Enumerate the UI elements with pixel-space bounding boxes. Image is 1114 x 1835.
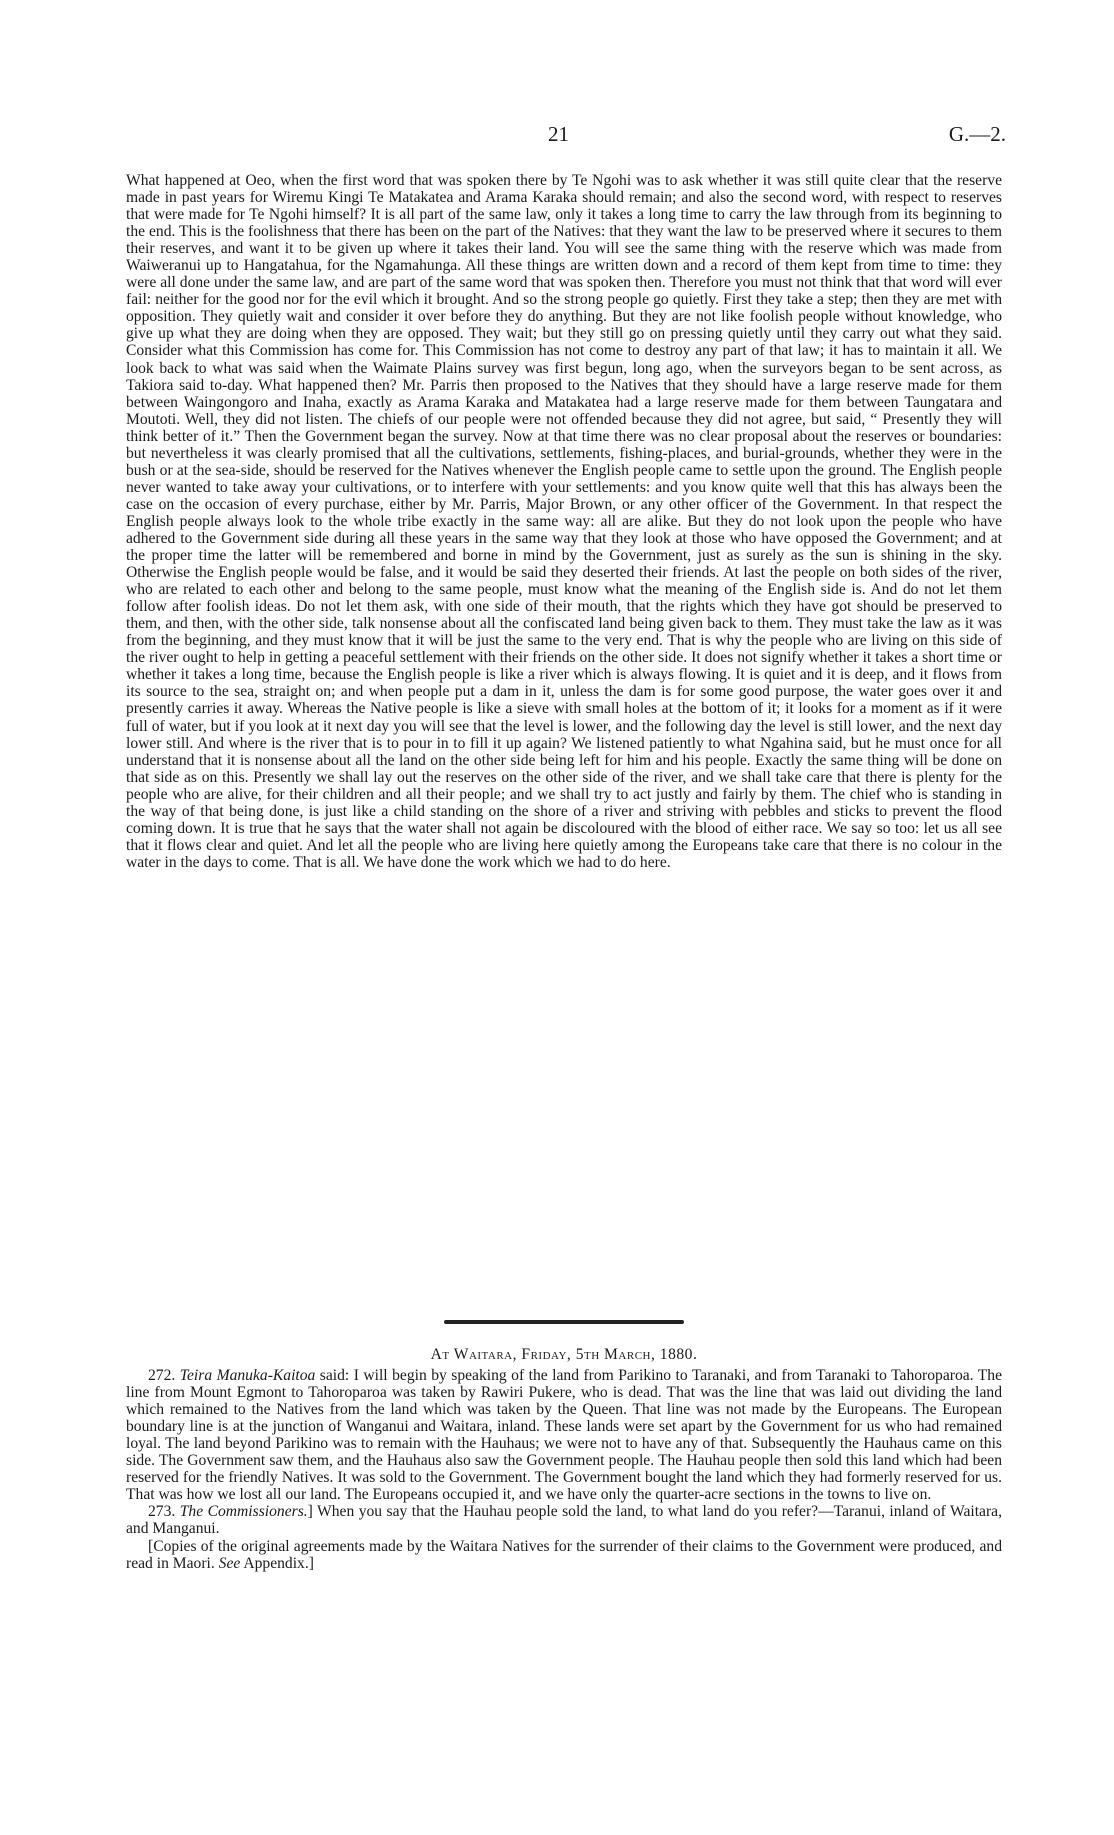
section-divider (444, 1320, 684, 1324)
document-reference: G.—2. (948, 122, 1006, 146)
note-see: See (218, 1554, 241, 1572)
main-text-block (126, 172, 1002, 871)
waitara-section (126, 1346, 1002, 1572)
speaker-name: Teira Manuka-Kaitoa (179, 1367, 316, 1385)
note-end: Appendix.] (243, 1554, 314, 1572)
page-header (126, 118, 1006, 152)
paragraph-text: said: I will begin by speaking of the land from Parikino to Taranaki, and from Taranaki to Tahoroparoa. The line from Mount Egmont to Tahoroparoa was taken by Rawiri Pukere, who is dead. That was the line that was laid out dividing the land which remained to the Natives from the land which was taken by the Queen. That line was not made by the Europeans. The European boundary line is at the junction of Wanganui and Waitara, inland. These lands were set apart by the Government for us who had remained loyal. The land beyond Parikino was to remain with the Hauhaus; we were not to have any of that. Subsequently the Hauhaus came on this side. The Government saw them, and the Hauhaus also saw the Government people. The Hauhau people then sold this land which had been reserved for the friendly Natives. It was sold to the Government. The Government bought the land which they had formerly reserved for us. That was how we lost all our land. The Europeans occupied it, and we have only the quarter-acre sections in the towns to live on. (126, 1367, 1002, 1504)
editorial-note (126, 1538, 1002, 1572)
note-text: [Copies of the original agreements made by the Waitara Natives for the surrender of their claims to the Government were produced, and read in Maori. (126, 1537, 1002, 1572)
main-paragraph: What happened at Oeo, when the first word that was spoken there by Te Ngohi was to ask whether it was still quite clear that the reserve made in past years for Wiremu Kingi Te Matakatea and Arama Karaka should remain; and also the second word, with respect to reserves that were made for Te Ngohi himself? It is all part of the same law, only it takes a long time to carry the law through from its beginning to the end. This is the foolishness that there has been on the part of the Natives: that they want the law to be preserved where it secures to them their reserves, and want it to be given up where it takes their land. You will see the same thing with the reserve which was made from Waiweranui up to Hangatahua, for the Ngamahunga. All these things are written down and a record of them kept from time to time: they were all done under the same law, and are part of the same word that was spoken then. Therefore you must not think that that word will ever fail: neither for the good nor for the evil which it brought. And so the strong people go quietly. First they take a step; then they are met with opposition. They quietly wait and consider it over before they do anything. But they are not like foolish people without knowledge, who give up what they are doing when they are opposed. They wait; but they still go on pressing quietly until they carry out what they said. Consider what this Commission has come for. This Commission has not come to destroy any part of that law; it has to maintain it all. We look back to what was said when the Waimate Plains survey was first begun, long ago, when the surveyors began to be sent across, as Takiora said to-day. What happened then? Mr. Parris then proposed to the Natives that they should have a large reserve made for them between Waingongoro and Inaha, exactly as Arama Karaka and Matakatea had a large reserve made for them between Taungatara and Moutoti. Well, they did not listen. The chiefs of our people were not offended because they did not agree, but said, “ Presently they will think better of it.” Then the Government began the survey. Now at that time there was no clear proposal about the reserves or boundaries: but nevertheless it was clearly promised that all the cultivations, settlements, fishing-places, and burial-grounds, whether they were in the bush or at the sea-side, should be reserved for the Natives whenever the English people came to settle upon the ground. The English people never wanted to take away your cultivations, or to interfere with your settlements: and you know quite well that this has always been the case on the occasion of every purchase, either by Mr. Parris, Major Brown, or any other officer of the Government. In that respect the English people always look to the whole tribe exactly in the same way: all are alike. But they do not look upon the people who have adhered to the Government side during all these years in the same way that they look at those who have opposed the Government; and at the proper time the latter will be remembered and borne in mind by the Government, just as surely as the sun is shining in the sky. Otherwise the English people would be false, and it would be said they deserted their friends. At last the people on both sides of the river, who are related to each other and belong to the same people, must know what the meaning of the English side is. And do not let them follow after foolish ideas. Do not let them ask, with one side of their mouth, that the rights which they have got should be preserved to them, and then, with the other side, talk nonsense about all the confiscated land being given back to them. They must take the law as it was from the beginning, and they must know that it will be just the same to the very end. That is why the people who are living on this side of the river ought to help in getting a peaceful settlement with their friends on the other side. It does not signify whether it takes a short time or whether it takes a long time, because the English people is like a river which is always flowing. It is quiet and it is deep, and it flows from its source to the sea, straight on; and when people put a dam in it, unless the dam is for some good purpose, the water goes over it and presently carries it away. Whereas the Native people is like a sieve with small holes at the bottom of it; it looks for a moment as if it were full of water, but if you look at it next day you will see that the level is lower, and the following day the level is still lower, and the next day lower still. And where is the river that is to pour in to fill it up again? We listened patiently to what Ngahina said, but he must once for all understand that it is nonsense about all the land on the other side being left for him and his people. Exactly the same thing will be done on that side as on this. Presently we shall lay out the reserves on the other side of the river, and we shall take care that there is plenty for the people who are alive, for their children and all their people; and we shall try to act justly and fairly by them. The chief who is standing in the way of that being done, is just like a child standing on the shore of a river and striving with pebbles and sticks to prevent the flood coming down. It is true that he says that the water shall not again be discoloured with the blood of either race. We say so too: let us all see that it flows clear and quiet. And let all the people who are living here quietly among the Europeans take care that there is no colour in the water in the days to come. That is all. We have done the work which we had to do here. (126, 172, 1002, 871)
paragraph-273 (126, 1503, 1002, 1537)
paragraph-272 (126, 1367, 1002, 1503)
paragraph-number: 273. (148, 1503, 176, 1521)
paragraph-text: ] When you say that the Hauhau people sold the land, to what land do you refer?—Taranui, inland of Waitara, and Manganui. (126, 1503, 1002, 1538)
speaker-name: The Commissioners. (179, 1503, 308, 1521)
paragraph-number: 272. (148, 1367, 176, 1385)
page-number: 21 (548, 122, 569, 146)
section-heading: At Waitara, Friday, 5th March, 1880. (430, 1346, 698, 1363)
